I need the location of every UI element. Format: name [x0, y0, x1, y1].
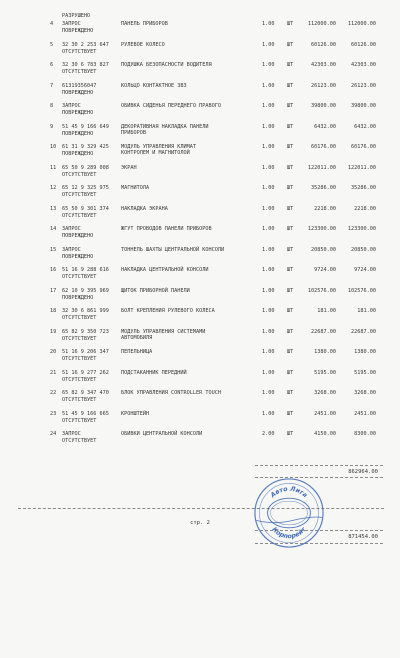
item-name: БОЛТ КРЕПЛЕНИЯ РУЛЕВОГО КОЛЕСА: [121, 308, 215, 314]
item-price: 35286.00: [311, 185, 336, 191]
item-qty: 1.00: [262, 185, 275, 191]
item-qty: 1.00: [262, 246, 275, 253]
item-price: 9724.00: [314, 267, 336, 273]
item-code: 51 16 9 277 262: [62, 369, 109, 376]
item-total: 20850.00: [351, 246, 376, 253]
item-status: ОТСУТСТВУЕТ: [62, 274, 97, 280]
item-qty: 1.00: [262, 164, 275, 171]
item-name: НАКЛАДКА ЭКРАНА: [121, 205, 168, 212]
item-total: 2451.00: [354, 410, 376, 417]
page-number: стр. 2: [190, 520, 210, 526]
item-total: 39800.00: [351, 103, 376, 109]
item-status: ОТСУТСТВУЕТ: [62, 397, 97, 403]
item-qty: 1.00: [262, 369, 275, 376]
item-unit: ШТ: [287, 226, 294, 232]
item-unit: ШТ: [287, 308, 294, 314]
item-unit: ШТ: [287, 185, 294, 191]
item-price: 60126.00: [311, 41, 336, 48]
table-row: [0, 362, 400, 382]
item-status: ОТСУТСТВУЕТ: [62, 192, 97, 198]
table-row: [0, 136, 400, 156]
table-row: [0, 13, 400, 33]
item-unit: ШТ: [287, 369, 294, 376]
item-code: 65 50 9 301 374: [62, 205, 109, 212]
item-status: ОТСУТСТВУЕТ: [62, 356, 97, 362]
item-qty: 1.00: [262, 328, 275, 335]
item-status: ПОВРЕЖДЕНО: [62, 89, 94, 96]
item-qty: 1.00: [262, 205, 275, 212]
item-total: 9724.00: [354, 267, 376, 273]
table-row: [0, 259, 400, 279]
item-qty: 1.00: [262, 267, 275, 273]
item-index: 23: [50, 410, 57, 417]
item-name: ПОДСТАКАННИК ПЕРЕДНИЙ: [121, 369, 187, 376]
item-index: 22: [50, 390, 57, 396]
item-code: ЗАПРОС: [62, 246, 81, 253]
item-qty: 1.00: [262, 103, 275, 109]
item-code: 51 45 9 166 649: [62, 123, 109, 130]
table-row: [0, 382, 400, 402]
item-index: 16: [50, 267, 57, 273]
item-index: 13: [50, 205, 57, 212]
item-total: 35286.00: [351, 185, 376, 191]
item-name-continued: КОНТРОЛЕМ И МАГНИТОЛОЙ: [121, 150, 190, 156]
item-unit: ШТ: [287, 328, 294, 335]
item-code: 32 30 6 783 827: [62, 62, 109, 68]
item-price: 39800.00: [311, 103, 336, 109]
subtotal-value: 862964.00: [348, 469, 378, 475]
item-price: 42303.00: [311, 62, 336, 68]
stamp-text-top: Авто Лига: [269, 485, 309, 500]
item-name: МОДУЛЬ УПРАВЛЕНИЯ СИСТЕМАМИ: [121, 328, 206, 335]
item-qty: 1.00: [262, 144, 275, 150]
item-status: ОТСУТСТВУЕТ: [62, 335, 97, 342]
stamp-text-bottom: Корпорейт: [270, 526, 308, 541]
item-total: 6432.00: [354, 123, 376, 130]
item-name: ПАНЕЛЬ ПРИБОРОВ: [121, 21, 168, 27]
item-qty: 1.00: [262, 287, 275, 294]
table-row: [0, 75, 400, 95]
item-code: ЗАПРОС: [62, 226, 81, 232]
item-qty: 1.00: [262, 308, 275, 314]
item-total: 42303.00: [351, 62, 376, 68]
item-index: 10: [50, 144, 57, 150]
item-code: 65 12 9 325 975: [62, 185, 109, 191]
item-name: КРОНШТЕЙН: [121, 410, 150, 417]
item-qty: 1.00: [262, 82, 275, 89]
company-stamp: [252, 476, 326, 550]
item-price: 3268.00: [314, 390, 336, 396]
item-status: ОТСУТСТВУЕТ: [62, 48, 97, 55]
item-status: ОТСУТСТВУЕТ: [62, 69, 97, 75]
item-price: 102576.00: [307, 287, 336, 294]
item-index: 9: [50, 123, 54, 130]
item-qty: 1.00: [262, 349, 275, 355]
item-index: 17: [50, 287, 57, 294]
item-unit: ШТ: [287, 144, 294, 150]
table-row: [0, 423, 400, 443]
section-divider: [18, 508, 384, 509]
item-status: ОТСУТСТВУЕТ: [62, 212, 97, 219]
item-code: 65 82 9 350 723: [62, 328, 109, 335]
table-row: [0, 403, 400, 423]
item-unit: ШТ: [287, 21, 294, 27]
item-status: ОТСУТСТВУЕТ: [62, 171, 97, 178]
item-status: ПОВРЕЖДЕНО: [62, 151, 94, 157]
item-name: ДЕКОРАТИВНАЯ НАКЛАДКА ПАНЕЛИ: [121, 123, 209, 130]
item-status: ПОВРЕЖДЕНО: [62, 110, 94, 116]
item-name: ТОННЕЛЬ ШАХТЫ ЦЕНТРАЛЬНОЙ КОНСОЛИ: [121, 246, 225, 253]
item-price: 181.00: [317, 308, 336, 314]
item-code: 51 16 9 206 347: [62, 349, 109, 355]
item-total: 123300.00: [347, 226, 376, 232]
item-total: 8300.00: [354, 431, 376, 437]
item-status-top: РАЗРУШЕНО: [62, 13, 91, 19]
item-total: 60176.00: [351, 144, 376, 150]
table-row: [0, 95, 400, 115]
item-total: 60126.00: [351, 41, 376, 48]
item-unit: ШТ: [287, 164, 294, 171]
item-total: 1380.00: [354, 349, 376, 355]
item-price: 2451.00: [314, 410, 336, 417]
item-total: 112000.00: [347, 21, 376, 27]
table-row: [0, 239, 400, 259]
table-row: [0, 177, 400, 197]
item-index: 7: [50, 82, 54, 89]
table-row: [0, 341, 400, 361]
item-unit: ШТ: [287, 390, 294, 396]
item-index: 18: [50, 308, 57, 314]
item-name-continued: АВТОМОБИЛЯ: [121, 334, 153, 341]
item-price: 5195.00: [314, 369, 336, 376]
item-price: 6432.00: [314, 123, 336, 130]
item-name: ОБИВКА СИДЕНЬЯ ПЕРЕДНЕГО ПРАВОГО: [121, 103, 221, 109]
item-name: БЛОК УПРАВЛЕНИЯ CONTROLLER TOUCH: [121, 390, 221, 396]
item-unit: ШТ: [287, 82, 294, 89]
item-total: 102576.00: [347, 287, 376, 294]
item-name: РУЛЕВОЕ КОЛЕСО: [121, 41, 165, 48]
item-status: ОТСУТСТВУЕТ: [62, 376, 97, 383]
item-index: 12: [50, 185, 57, 191]
item-status: ПОВРЕЖДЕНО: [62, 233, 94, 239]
item-name: МАГНИТОЛА: [121, 185, 150, 191]
table-row: [0, 300, 400, 320]
item-code: ЗАПРОС: [62, 103, 81, 109]
item-qty: 1.00: [262, 41, 275, 48]
item-name: КОЛЬЦО КОНТАКТНОЕ ЗВЗ: [121, 82, 187, 89]
item-total: 26123.00: [351, 82, 376, 89]
item-index: 4: [50, 21, 54, 27]
item-name: МОДУЛЬ УПРАВЛЕНИЯ КЛИМАТ: [121, 144, 196, 150]
item-code: 51 16 9 288 616: [62, 267, 109, 273]
item-price: 112000.00: [307, 21, 336, 27]
item-price: 22687.00: [311, 328, 336, 335]
item-index: 15: [50, 246, 57, 253]
item-unit: ШТ: [287, 103, 294, 109]
grand-total-value: 871454.00: [348, 534, 378, 540]
item-code: 65 82 9 347 470: [62, 390, 109, 396]
item-code: 61319356047: [62, 82, 97, 89]
item-status: ОТСУТСТВУЕТ: [62, 438, 97, 444]
item-unit: ШТ: [287, 287, 294, 294]
item-price: 26123.00: [311, 82, 336, 89]
item-code: 51 45 9 166 665: [62, 410, 109, 417]
item-unit: ШТ: [287, 267, 294, 273]
item-status: ПОВРЕЖДЕНО: [62, 253, 94, 260]
svg-text:Авто Лига: [269, 486, 309, 500]
item-unit: ШТ: [287, 349, 294, 355]
item-price: 60176.00: [311, 144, 336, 150]
item-code: 32 30 6 861 999: [62, 308, 109, 314]
item-code: ЗАПРОС: [62, 431, 81, 437]
item-name: ПОДУШКА БЕЗОПАСНОСТИ ВОДИТЕЛЯ: [121, 62, 212, 68]
item-total: 122011.00: [347, 164, 376, 171]
item-qty: 1.00: [262, 123, 275, 130]
item-code: ЗАПРОС: [62, 21, 81, 27]
item-total: 3268.00: [354, 390, 376, 396]
item-index: 20: [50, 349, 57, 355]
item-code: 32 30 2 253 647: [62, 41, 109, 48]
table-row: [0, 54, 400, 74]
item-status: ПОВРЕЖДЕНО: [62, 294, 94, 301]
table-row: [0, 280, 400, 300]
item-name-continued: ПРИБОРОВ: [121, 129, 146, 136]
item-status: ОТСУТСТВУЕТ: [62, 315, 97, 321]
item-name: ОБИВКИ ЦЕНТРАЛЬНОЙ КОНСОЛИ: [121, 431, 203, 437]
item-index: 5: [50, 41, 54, 48]
item-status: ОТСУТСТВУЕТ: [62, 417, 97, 424]
item-index: 19: [50, 328, 57, 335]
item-name: ЭКРАН: [121, 164, 137, 171]
item-qty: 1.00: [262, 21, 275, 27]
item-unit: ШТ: [287, 62, 294, 68]
item-status: ПОВРЕЖДЕНО: [62, 28, 94, 34]
item-total: 2218.00: [354, 205, 376, 212]
item-index: 11: [50, 164, 57, 171]
subtotal-divider: [255, 465, 383, 466]
table-row: [0, 116, 400, 136]
item-price: 20850.00: [311, 246, 336, 253]
item-code: 65 50 9 289 008: [62, 164, 109, 171]
item-name: ЩИТОК ПРИБОРНОЙ ПАНЕЛИ: [121, 287, 190, 294]
item-price: 1380.00: [314, 349, 336, 355]
item-unit: ШТ: [287, 41, 294, 48]
item-name: ЖГУТ ПРОВОДОВ ПАНЕЛИ ПРИБОРОВ: [121, 226, 212, 232]
item-qty: 1.00: [262, 390, 275, 396]
item-qty: 1.00: [262, 410, 275, 417]
item-qty: 1.00: [262, 62, 275, 68]
item-index: 21: [50, 369, 57, 376]
item-unit: ШТ: [287, 410, 294, 417]
table-row: [0, 157, 400, 177]
item-unit: ШТ: [287, 431, 294, 437]
table-row: [0, 34, 400, 54]
item-code: 62 10 9 395 969: [62, 287, 109, 294]
item-qty: 2.00: [262, 431, 275, 437]
item-name: НАКЛАДКА ЦЕНТРАЛЬНОЙ КОНСОЛИ: [121, 267, 209, 273]
item-status: ПОВРЕЖДЕНО: [62, 130, 94, 137]
item-index: 24: [50, 431, 57, 437]
item-qty: 1.00: [262, 226, 275, 232]
item-total: 181.00: [357, 308, 376, 314]
item-total: 22687.00: [351, 328, 376, 335]
table-row: [0, 198, 400, 218]
item-name: ПЕПЕЛЬНИЦА: [121, 349, 153, 355]
item-index: 14: [50, 226, 57, 232]
table-row: [0, 218, 400, 238]
item-index: 6: [50, 62, 54, 68]
item-price: 4150.00: [314, 431, 336, 437]
item-index: 8: [50, 103, 54, 109]
item-total: 5195.00: [354, 369, 376, 376]
item-unit: ШТ: [287, 205, 294, 212]
table-row: [0, 321, 400, 341]
item-code: 61 31 9 329 425: [62, 144, 109, 150]
item-price: 123300.00: [307, 226, 336, 232]
item-unit: ШТ: [287, 123, 294, 130]
item-unit: ШТ: [287, 246, 294, 253]
item-price: 2218.00: [314, 205, 336, 212]
item-price: 122011.00: [307, 164, 336, 171]
